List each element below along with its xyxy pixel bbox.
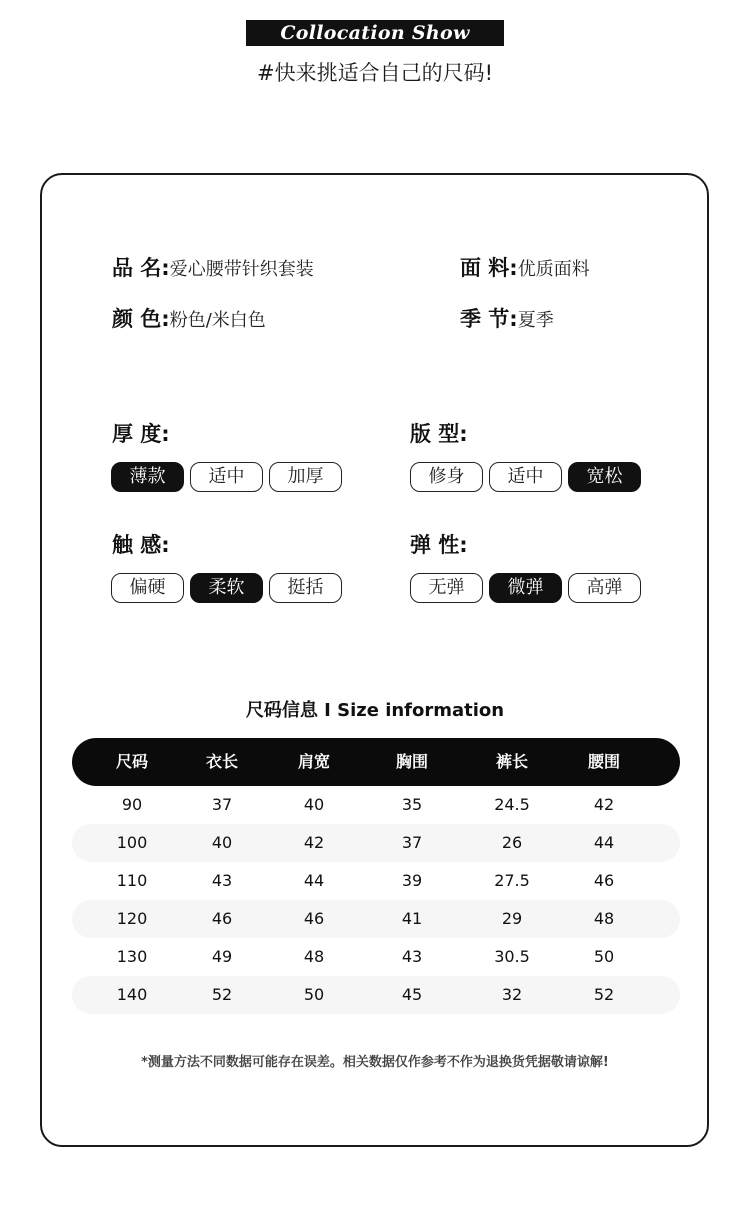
table-cell: 49 xyxy=(211,947,233,966)
table-cell: 37 xyxy=(401,833,423,852)
fit-tags xyxy=(410,462,641,492)
header-cell: 腰围 xyxy=(587,752,620,771)
table-cell: 40 xyxy=(303,795,325,814)
table-cell: 46 xyxy=(593,871,615,890)
table-cell: 100 xyxy=(116,833,148,852)
fit-option[interactable]: 适中 xyxy=(489,462,562,492)
color-value: 粉色/米白色 xyxy=(169,310,266,331)
elasticity-tags xyxy=(410,573,641,603)
thickness-option[interactable]: 加厚 xyxy=(269,462,342,492)
table-cell: 46 xyxy=(211,909,233,928)
table-cell: 50 xyxy=(303,985,325,1004)
measurement-disclaimer: *测量方法不同数据可能存在误差。相关数据仅作参考不作为退换货凭据敬请谅解! xyxy=(141,1055,609,1070)
table-cell: 42 xyxy=(593,795,615,814)
table-cell: 45 xyxy=(401,985,423,1004)
fabric-label: 面 料: xyxy=(460,256,518,280)
touch-title: 触 感: xyxy=(112,533,170,557)
header-cell: 尺码 xyxy=(115,752,148,771)
table-cell: 30.5 xyxy=(494,947,530,966)
touch-option[interactable]: 挺括 xyxy=(269,573,342,603)
table-cell: 40 xyxy=(211,833,233,852)
size-info-title: 尺码信息 I Size information xyxy=(245,700,505,721)
table-cell: 52 xyxy=(593,985,615,1004)
table-cell: 37 xyxy=(211,795,233,814)
table-cell: 29 xyxy=(501,909,523,928)
thickness-tags xyxy=(111,462,342,492)
table-cell: 39 xyxy=(401,871,423,890)
thickness-title: 厚 度: xyxy=(112,422,170,446)
color-label: 颜 色: xyxy=(112,307,170,331)
product-name-row xyxy=(112,255,314,283)
header-cell: 衣长 xyxy=(205,752,238,771)
table-cell: 46 xyxy=(303,909,325,928)
table-cell: 52 xyxy=(211,985,233,1004)
table-row xyxy=(72,900,680,938)
season-label: 季 节: xyxy=(460,307,518,331)
table-cell: 120 xyxy=(116,909,148,928)
table-cell: 35 xyxy=(401,795,423,814)
fit-title: 版 型: xyxy=(410,422,468,446)
table-cell: 24.5 xyxy=(494,795,530,814)
table-cell: 42 xyxy=(303,833,325,852)
product-name-label: 品 名: xyxy=(112,256,170,280)
touch-option[interactable]: 偏硬 xyxy=(111,573,184,603)
size-table-header xyxy=(72,738,680,786)
table-cell: 43 xyxy=(211,871,233,890)
color-row xyxy=(112,306,266,334)
table-cell: 44 xyxy=(593,833,615,852)
table-row xyxy=(72,938,680,976)
header-cell: 胸围 xyxy=(395,752,428,771)
fit-option[interactable]: 宽松 xyxy=(568,462,641,492)
thickness-option[interactable]: 薄款 xyxy=(111,462,184,492)
table-cell: 50 xyxy=(593,947,615,966)
page-subtitle: #快来挑适合自己的尺码! xyxy=(256,61,493,85)
touch-option[interactable]: 柔软 xyxy=(190,573,263,603)
table-row xyxy=(72,976,680,1014)
header-cell: 裤长 xyxy=(495,752,528,771)
fabric-value: 优质面料 xyxy=(517,259,590,280)
size-table xyxy=(72,738,680,1014)
thickness-option[interactable]: 适中 xyxy=(190,462,263,492)
table-cell: 110 xyxy=(116,871,148,890)
table-cell: 43 xyxy=(401,947,423,966)
header-cell: 肩宽 xyxy=(297,752,330,771)
table-cell: 32 xyxy=(501,985,523,1004)
touch-tags xyxy=(111,573,342,603)
table-row xyxy=(72,862,680,900)
fabric-row xyxy=(460,255,590,283)
table-cell: 27.5 xyxy=(494,871,530,890)
elasticity-option[interactable]: 微弹 xyxy=(489,573,562,603)
table-cell: 26 xyxy=(501,833,523,852)
table-cell: 48 xyxy=(303,947,325,966)
season-value: 夏季 xyxy=(517,310,554,331)
elasticity-title: 弹 性: xyxy=(410,533,468,557)
table-cell: 48 xyxy=(593,909,615,928)
elasticity-option[interactable]: 高弹 xyxy=(568,573,641,603)
table-row xyxy=(72,824,680,862)
table-cell: 90 xyxy=(121,795,143,814)
fit-option[interactable]: 修身 xyxy=(410,462,483,492)
table-cell: 140 xyxy=(116,985,148,1004)
elasticity-option[interactable]: 无弹 xyxy=(410,573,483,603)
table-cell: 130 xyxy=(116,947,148,966)
table-cell: 41 xyxy=(401,909,423,928)
season-row xyxy=(460,306,554,334)
table-row xyxy=(72,786,680,824)
product-name-value: 爱心腰带针织套装 xyxy=(169,259,314,280)
table-cell: 44 xyxy=(303,871,325,890)
collocation-show-banner: Collocation Show xyxy=(246,20,504,46)
